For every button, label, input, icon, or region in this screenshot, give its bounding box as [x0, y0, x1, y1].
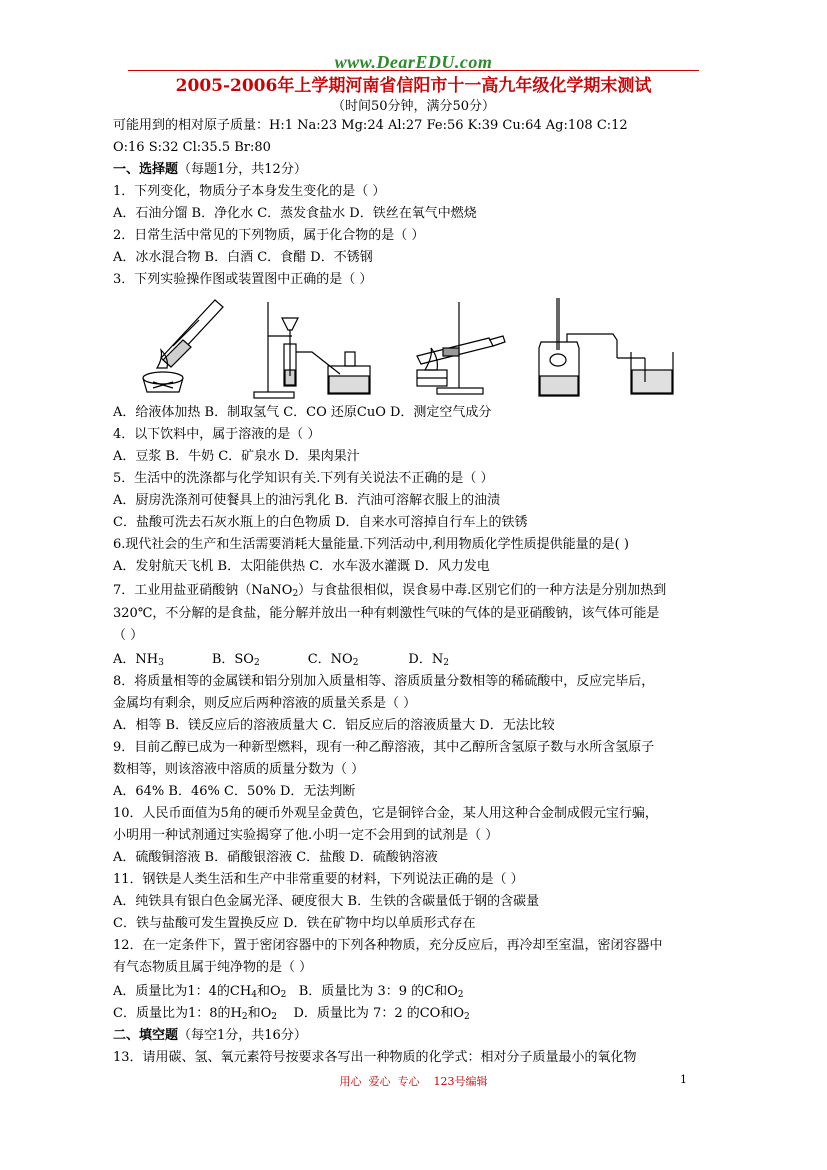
- question-5: 5．生活中的洗涤都与化学知识有关.下列有关说法不正确的是（ ）: [113, 471, 494, 486]
- question-5-options-ab: A．厨房洗涤剂可使餐具上的油污乳化 B．汽油可溶解衣服上的油渍: [113, 493, 501, 508]
- q12-option-a-text2: 和O: [256, 984, 281, 999]
- q12-option-c-text2: 和O: [247, 1006, 272, 1021]
- question-2: 2．日常生活中常见的下列物质，属于化合物的是（ ）: [113, 228, 425, 243]
- q12-option-d-sub: 2: [464, 1012, 470, 1022]
- q7-option-a-sub: 3: [158, 658, 164, 668]
- question-1-options: A．石油分馏 B．净化水 C．蒸发食盐水 D．铁丝在氧气中燃烧: [113, 206, 477, 221]
- question-12-line-1: 12．在一定条件下，置于密闭容器中的下列各种物质，充分反应后，再冷却至室温，密闭容器中: [113, 938, 663, 953]
- q12-option-a-sub2: 2: [280, 990, 287, 1000]
- section-1-note: （每题1分，共12分）: [178, 162, 307, 177]
- q7-option-b-sub: 2: [253, 658, 260, 668]
- q12-option-d-text: D．质量比为 7：2 的CO和O: [276, 1006, 464, 1021]
- question-12-options-cd: [113, 1005, 470, 1026]
- question-7-line-3: （ ）: [113, 628, 144, 643]
- atomic-masses-line-2: O:16 S:32 Cl:35.5 Br:80: [113, 140, 271, 155]
- figure-air-composition: [533, 296, 713, 404]
- atomic-masses-line-1: 可能用到的相对原子质量：H:1 Na:23 Mg:24 Al:27 Fe:56 K:39 Cu:64 Ag:108 C:12: [113, 118, 628, 133]
- section-2-heading: [113, 1027, 307, 1045]
- q7-subscript: 2: [292, 589, 299, 599]
- question-3: 3．下列实验操作图或装置图中正确的是（ ）: [113, 272, 373, 287]
- question-9-line-2: 数相等，则该溶液中溶质的质量分数为（ ）: [113, 762, 365, 777]
- question-7-line-2: 320℃，不分解的是食盐，能分解并放出一种有刺激性气味的气体的是亚硝酸钠，该气体可能是: [113, 606, 660, 621]
- q12-option-c-sub1: 2: [241, 1012, 248, 1022]
- q7-option-d-sub: 2: [443, 658, 449, 668]
- section-1-title: 一、选择题: [113, 162, 179, 177]
- figure-co-reduce-cuo: [403, 296, 513, 404]
- q7-option-b: B．SO: [211, 652, 254, 667]
- figure-hydrogen-preparation: [248, 296, 373, 404]
- question-9-options: A．64% B．46% C．50% D．无法判断: [113, 784, 356, 799]
- q12-option-c-text: C．质量比为1：8的H: [113, 1006, 242, 1021]
- exam-subtitle: （时间50分钟，满分50分）: [331, 99, 496, 114]
- question-3-figures: [113, 296, 713, 404]
- page-number: 1: [680, 1073, 687, 1086]
- footer-text: 用心 爱心 专心 123号编辑: [339, 1075, 488, 1088]
- section-2-title: 二、填空题: [113, 1028, 179, 1043]
- q7-option-c: C．NO: [307, 652, 353, 667]
- question-13: 13．请用碳、氢、氧元素符号按要求各写出一种物质的化学式：相对分子质量最小的氧化物: [113, 1050, 637, 1065]
- question-6-options: A．发射航天飞机 B．太阳能供热 C．水车汲水灌溉 D．风力发电: [113, 559, 490, 574]
- question-10-line-2: 小明用一种试剂通过实验揭穿了他.小明一定不会用到的试剂是（ ）: [113, 828, 499, 843]
- question-3-options: A．给液体加热 B．制取氢气 C．CO 还原CuO D．测定空气成分: [113, 405, 492, 420]
- question-9-line-1: 9．目前乙醇已成为一种新型燃料，现有一种乙醇溶液，其中乙醇所含氢原子数与水所含氢原子: [113, 740, 655, 755]
- q7-option-c-sub: 2: [352, 658, 359, 668]
- question-8-options: A．相等 B．镁反应后的溶液质量大 C．铝反应后的溶液质量大 D．无法比较: [113, 718, 555, 733]
- question-10-line-1: 10．人民币面值为5角的硬币外观呈金黄色，它是铜锌合金，某人用这种合金制成假元宝行骗，: [113, 806, 658, 821]
- exam-title: 2005-2006年上学期河南省信阳市十一高九年级化学期末测试: [175, 76, 652, 96]
- question-12-options-ab: [113, 983, 463, 1004]
- site-logo-text: www.DearEDU.com: [334, 52, 493, 72]
- question-4-options: A．豆浆 B．牛奶 C．矿泉水 D．果肉果汁: [113, 449, 360, 464]
- question-12-line-2: 有气态物质且属于纯净物的是（ ）: [113, 960, 313, 975]
- section-2-note: （每空1分，共16分）: [178, 1028, 307, 1043]
- question-11-options-ab: A．纯铁具有银白色金属光泽、硬度很大 B．生铁的含碳量低于钢的含碳量: [113, 894, 540, 909]
- question-7-options: [113, 651, 449, 672]
- question-10-options: A．硫酸铜溶液 B．硝酸银溶液 C．盐酸 D．硫酸钠溶液: [113, 850, 438, 865]
- q12-option-a-text: A．质量比为1：4的CH: [113, 984, 252, 999]
- question-8-line-2: 金属均有剩余，则反应后两种溶液的质量关系是（ ）: [113, 696, 417, 711]
- section-1-heading: [113, 161, 307, 179]
- q7-option-d: D．N: [408, 652, 444, 667]
- q12-option-b-text: B．质量比为 3：9 的C和O: [286, 984, 458, 999]
- q12-option-a-sub1: 4: [251, 990, 257, 1000]
- question-4: 4．以下饮料中，属于溶液的是（ ）: [113, 427, 321, 442]
- question-5-options-cd: C．盐酸可洗去石灰水瓶上的白色物质 D．自来水可溶掉自行车上的铁锈: [113, 515, 528, 530]
- q12-option-b-sub: 2: [457, 990, 464, 1000]
- q7-option-a: A．NH: [113, 652, 159, 667]
- question-8-line-1: 8．将质量相等的金属镁和铝分别加入质量相等、溶质质量分数相等的稀硫酸中，反应完毕后，: [113, 674, 655, 689]
- q7-text-b: ）与食盐很相似，误食易中毒.区别它们的一种方法是分别加热到: [298, 583, 667, 598]
- q7-text-a: 7．工业用盐亚硝酸钠（NaNO: [113, 583, 293, 598]
- q12-option-c-sub2: 2: [271, 1012, 277, 1022]
- question-6: 6.现代社会的生产和生活需要消耗大量能量.下列活动中,利用物质化学性质提供能量的是( ): [113, 537, 629, 552]
- question-2-options: A．冰水混合物 B．白酒 C．食醋 D．不锈钢: [113, 250, 373, 265]
- question-1: 1．下列变化，物质分子本身发生变化的是（ ）: [113, 184, 386, 199]
- question-7-line-1: [113, 582, 666, 603]
- question-11-options-cd: C．铁与盐酸可发生置换反应 D．铁在矿物中均以单质形式存在: [113, 916, 476, 931]
- question-11: 11．钢铁是人类生活和生产中非常重要的材料，下列说法正确的是（ ）: [113, 872, 524, 887]
- figure-heating-liquid: [133, 296, 233, 404]
